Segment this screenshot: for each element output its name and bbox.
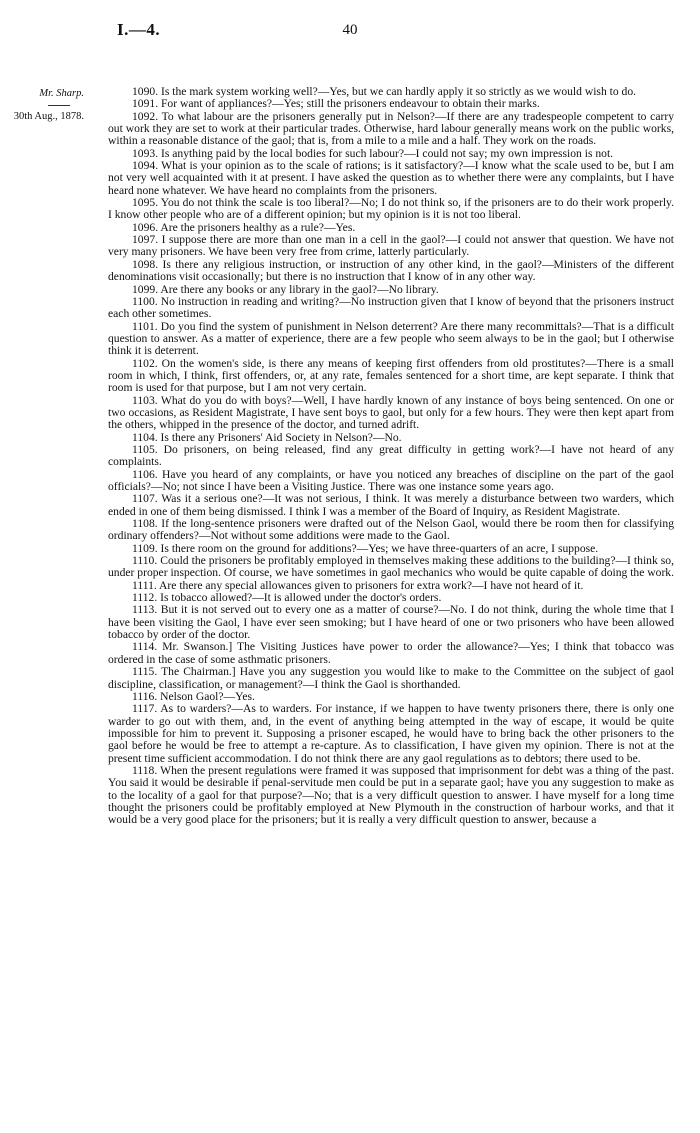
paragraph: 1107. Was it a serious one?—It was not serious, I think. It was merely a disturbance between two warders, which ended in one of them being dismissed. I think I was a member of the Board of Inquiry, as Resident Magistrate. (108, 492, 674, 518)
paragraph: 1093. Is anything paid by the local bodies for such labour?—I could not say; my own impression is not. (132, 146, 614, 160)
paragraph: 1095. You do not think the scale is too liberal?—No; I do not think so, if the prisoners are to do their work properly. I know other people who are of a different opinion; but my opinion is it is not too liberal. (108, 196, 674, 222)
paragraph: 1111. Are there any special allowances given to prisoners for extra work?—I have not heard of it. (132, 578, 584, 592)
paragraph: 1117. As to warders?—As to warders. For instance, if we happen to have twenty prisoners there, there is only one warder to go out with them, and, in the event of anything being attempted in the way of escape, it would be quite impossible for him to prevent it. Supposing a prisoner escaped, he would have to bring back the other prisoners to the gaol before he would be free to attempt a re-capture. As to classification, I have given my opinion. There is not at the present time sufficient accommodation. I do not think there are any gaol regulations as to debtors; there used to be. (108, 702, 674, 765)
paragraph: 1102. On the women's side, is there any means of keeping first offenders from old prostitutes?—There is a small room in which, I think, first offenders, or, at any rate, females sentenced for a short time, are kept separate. I think that room is used for that purpose, but I am not very certain. (108, 356, 674, 395)
paragraph: 1097. I suppose there are more than one man in a cell in the gaol?—I could not answer that question. We have not very many prisoners. We have been very free from crime, latterly particularly. (108, 233, 674, 259)
paragraph: 1091. For want of appliances?—Yes; still the prisoners endeavour to obtain their marks. (132, 97, 540, 111)
paragraph: 1105. Do prisoners, on being released, find any great difficulty in getting work?—I have not heard of any complaints. (108, 442, 674, 469)
hearing-date: 30th Aug., 1878. (13, 111, 84, 122)
paragraph: 1109. Is there room on the ground for additions?—Yes; we have three-quarters of an acre, I suppose. (132, 541, 599, 555)
paragraph: 1101. Do you find the system of punishment in Nelson deterrent? Are there many recommittals?—That is a difficult question to answer. As a matter of experience, there are a few people who seem always to be in the gaol; but I otherwise think it is deterrent. (108, 319, 674, 358)
paragraph: 1116. Nelson Gaol?—Yes. (132, 689, 255, 703)
paragraph: 1099. Are there any books or any library in the gaol?—No library. (132, 282, 439, 296)
margin-rule (48, 105, 70, 106)
document-reference: I.—4. (117, 20, 161, 39)
paragraph: 1100. No instruction in reading and writing?—No instruction given that I know of beyond that the prisoners instruct each other sometimes. (108, 294, 674, 321)
page-number: 40 (342, 22, 358, 38)
paragraph: 1112. Is tobacco allowed?—It is allowed under the doctor's orders. (132, 591, 442, 605)
paragraph: 1094. What is your opinion as to the scale of rations; is it satisfactory?—I know what the scale used to be, but I am not very well acquainted with it at present. I have asked the question as to whether there were any complaints, but I have heard none whatever. We have heard no complaints from the prisoners. (108, 159, 674, 197)
paragraph: 1096. Are the prisoners healthy as a rule?—Yes. (132, 220, 356, 234)
margin-note (12, 88, 84, 122)
paragraph: 1113. But it is not served out to every one as a matter of course?—No. I do not think, during the whole time that I have been visiting the Gaol, I have ever seen smoking; but I have heard of one or two prisoners who have been allowed tobacco by order of the doctor. (108, 603, 674, 642)
paragraph: 1103. What do you do with boys?—Well, I have hardly known of any instance of boys being sentenced. On one or two occasions, as Resident Magistrate, I have sent boys to gaol, but only for a few hours. They were then kept apart from the others, whipped in the presence of the doctor, and turned adrift. (108, 393, 674, 432)
witness-name: Mr. Sharp. (39, 88, 84, 99)
paragraph: 1118. When the present regulations were framed it was supposed that imprisonment for debt was a thing of the past. You said it would be desirable if penal-servitude men could be put in a separate gaol; have you any suggestion to make as to the locality of a gaol for that purpose?—No; that is a very difficult question to answer. I have myself for a long time thought the prisoners could be profitably employed at New Plymouth in the construction of harbour works, and that it would be a very good place for the prisoners; but it is really a very difficult question to answer, because a (108, 763, 674, 827)
testimony-body (108, 86, 674, 827)
paragraph: 1098. Is there any religious instruction, or instruction of any other kind, in the gaol?—Ministers of the different denominations visit occasionally; but there is no instruction that I know of in any other way. (108, 257, 674, 284)
paragraph: 1110. Could the prisoners be profitably employed in themselves making these additions to the building?—I think so, under proper inspection. Of course, we have sometimes in gaol mechanics who would be quite capable of doing the work. (108, 554, 674, 580)
paragraph: 1092. To what labour are the prisoners generally put in Nelson?—If there are any tradespeople competent to carry out work they are set to work at their particular trades. Otherwise, hard labour generally means work on the public works, within a reasonable distance of the gaol; that is, from a mile to a mile and a half. They work on the roads. (108, 109, 674, 148)
paragraph: 1108. If the long-sentence prisoners were drafted out of the Nelson Gaol, would there be room then for classifying ordinary offenders?—Not without some additions were made to the Gaol. (108, 517, 674, 543)
paragraph: 1090. Is the mark system working well?—Yes, but we can hardly apply it so strictly as we would wish to do. (132, 85, 637, 98)
paragraph: 1106. Have you heard of any complaints, or have you noticed any breaches of discipline on the part of the gaol officials?—No; not since I have been a Visiting Justice. There was one instance some years ago. (108, 467, 674, 493)
paragraph: 1114. Mr. Swanson.] The Visiting Justices have power to order the allowance?—Yes; I think that tobacco was ordered in the case of some asthmatic prisoners. (108, 640, 674, 666)
paragraph: 1104. Is there any Prisoners' Aid Society in Nelson?—No. (132, 430, 402, 444)
paragraph: 1115. The Chairman.] Have you any suggestion you would like to make to the Committee on the subject of gaol discipline, classification, or management?—I think the Gaol is shorthanded. (108, 665, 674, 691)
